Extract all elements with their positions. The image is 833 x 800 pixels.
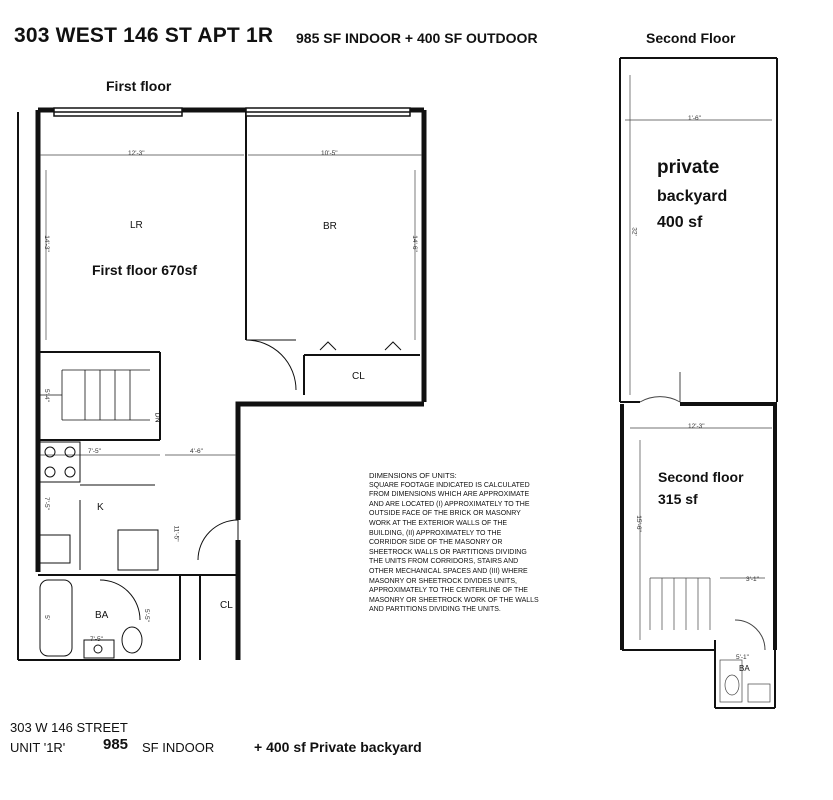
first-floor-thin-walls [18, 110, 420, 660]
room-label-bath: BA [95, 610, 109, 621]
bath-fixtures [40, 580, 142, 658]
dim-br-width: 10'-5" [321, 150, 338, 157]
first-floor-windows [38, 108, 424, 116]
backyard-label-backyard: backyard [657, 188, 728, 205]
first-floor-area-label: First floor 670sf [92, 262, 198, 278]
stair-dn-label: DN [153, 412, 161, 423]
room-label-lr: LR [130, 220, 143, 231]
dim-lr-width: 12'-3" [128, 150, 145, 157]
first-floor-heading: First floor [106, 78, 172, 94]
room-label-cl-bedroom: CL [352, 371, 365, 382]
page-subtitle: 985 SF INDOOR + 400 SF OUTDOOR [296, 30, 538, 46]
page-title: 303 WEST 146 ST APT 1R [14, 24, 274, 47]
dim-hall-width: 4'-6" [190, 448, 203, 455]
second-floor-walls [620, 58, 777, 708]
dim-kitchen-depth: 7'-5" [42, 497, 50, 510]
dim-bath-width: 7'-5" [90, 636, 103, 643]
dim-second-room-depth: 15'-6" [634, 515, 642, 532]
notes-body: SQUARE FOOTAGE INDICATED IS CALCULATED FROM DIMENSIONS WHICH ARE APPROXIMATE AND ARE LOCATED (I) APPROXIMATELY TO THE OUTSIDE FACE OF THE BRICK OR MASONRY WORK AT THE EXTERIOR WALLS OF THE BUILDING, (II) APPROXIMATELY TO THE CORRIDOR SIDE OF THE MASONRY OR SHEETROCK WALLS OR PARTITIONS DIVIDING THE UNITS FROM CORRIDORS, STAIRS AND OTHER MECHANICAL SPACES AND (III) WHERE MASONRY OR SHEETROCK DIVIDES UNITS, APPROXIMATELY TO THE CENTERLINE OF THE MASONRY OR SHEETROCK WORK OF THE WALLS AND PARTITIONS DIVIDING THE UNITS. [369, 481, 539, 614]
room-label-kitchen: K [97, 502, 104, 513]
room-label-cl-hall: CL [220, 600, 233, 611]
notes-heading: DIMENSIONS OF UNITS: [369, 471, 457, 480]
dim-bath-side: 5'-5" [142, 609, 150, 622]
dimensions-notes [369, 471, 539, 615]
dim-yard-width: 1'-6" [688, 115, 701, 122]
dim-kitchen-width: 7'-5" [88, 448, 101, 455]
footer-indoor-label: SF INDOOR [142, 740, 215, 755]
dim-bath-depth: 5' [42, 615, 50, 620]
backyard-label-private: private [657, 157, 720, 178]
room-label-br: BR [323, 221, 337, 232]
first-floor-dim-lines [40, 155, 422, 455]
footer-indoor-number: 985 [103, 736, 129, 753]
dim-stair: 5'-4" [42, 389, 50, 402]
dim-second-stair: 3'-1" [746, 576, 759, 583]
footer-address: 303 W 146 STREET [10, 720, 128, 735]
footer-unit: UNIT '1R' [10, 740, 66, 755]
dim-second-room-width: 12'-3" [688, 423, 705, 430]
dim-lr-depth: 14'-3" [42, 235, 50, 252]
second-floor-heading: Second Floor [646, 30, 736, 46]
first-floor-stairs [40, 370, 150, 420]
second-floor-bath-label: BA [739, 664, 750, 673]
dim-hall-depth: 11'-5" [172, 525, 180, 542]
backyard-label-area: 400 sf [657, 214, 703, 231]
dim-second-bath: 5'-1" [736, 654, 749, 661]
second-floor-area-label: Second floor [658, 469, 744, 485]
footer-outdoor: + 400 sf Private backyard [254, 739, 422, 755]
dim-yard-depth: 32' [630, 227, 638, 236]
second-floor-area-value: 315 sf [658, 491, 698, 507]
dim-br-depth: 14'-6" [410, 235, 418, 252]
first-floor-walls [38, 110, 424, 660]
